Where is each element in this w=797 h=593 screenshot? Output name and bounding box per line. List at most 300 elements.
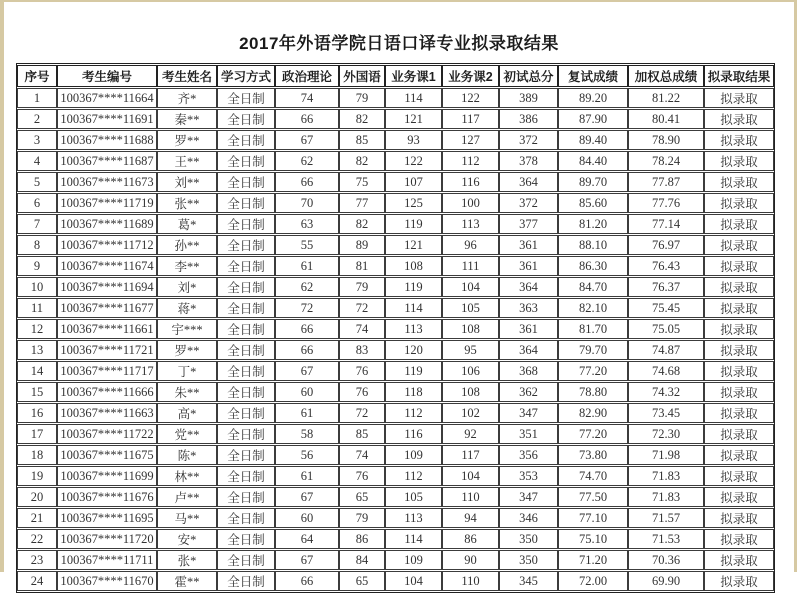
cell-admission-result: 拟录取 bbox=[704, 529, 774, 549]
cell-initial-total: 364 bbox=[499, 340, 558, 360]
table-row bbox=[17, 550, 774, 570]
cell-foreign-language-score: 79 bbox=[339, 508, 385, 528]
cell-weighted-total: 81.22 bbox=[628, 88, 704, 108]
cell-retest-score: 72.00 bbox=[558, 571, 628, 591]
cell-weighted-total: 78.90 bbox=[628, 130, 704, 150]
cell-candidate-name: 霍** bbox=[157, 571, 217, 591]
cell-retest-score: 89.70 bbox=[558, 172, 628, 192]
cell-candidate-name: 齐* bbox=[157, 88, 217, 108]
column-header-retest-score: 复试成绩 bbox=[558, 65, 628, 87]
cell-weighted-total: 74.87 bbox=[628, 340, 704, 360]
cell-study-mode: 全日制 bbox=[217, 298, 275, 318]
cell-weighted-total: 78.24 bbox=[628, 151, 704, 171]
cell-foreign-language-score: 72 bbox=[339, 298, 385, 318]
cell-retest-score: 82.90 bbox=[558, 403, 628, 423]
cell-initial-total: 361 bbox=[499, 319, 558, 339]
cell-weighted-total: 75.45 bbox=[628, 298, 704, 318]
cell-politics-score: 66 bbox=[275, 319, 339, 339]
cell-study-mode: 全日制 bbox=[217, 109, 275, 129]
cell-study-mode: 全日制 bbox=[217, 571, 275, 591]
cell-index: 5 bbox=[17, 172, 57, 192]
cell-initial-total: 353 bbox=[499, 466, 558, 486]
cell-admission-result: 拟录取 bbox=[704, 256, 774, 276]
cell-candidate-name: 刘** bbox=[157, 172, 217, 192]
cell-course1-score: 113 bbox=[385, 319, 442, 339]
cell-candidate-id: 100367****11699 bbox=[57, 466, 157, 486]
cell-candidate-name: 刘* bbox=[157, 277, 217, 297]
cell-course2-score: 105 bbox=[442, 298, 499, 318]
cell-course2-score: 90 bbox=[442, 550, 499, 570]
cell-course1-score: 120 bbox=[385, 340, 442, 360]
cell-index: 21 bbox=[17, 508, 57, 528]
column-header-candidate-id: 考生编号 bbox=[57, 65, 157, 87]
cell-candidate-id: 100367****11666 bbox=[57, 382, 157, 402]
cell-politics-score: 67 bbox=[275, 130, 339, 150]
cell-politics-score: 61 bbox=[275, 403, 339, 423]
cell-weighted-total: 76.37 bbox=[628, 277, 704, 297]
cell-study-mode: 全日制 bbox=[217, 277, 275, 297]
cell-course2-score: 102 bbox=[442, 403, 499, 423]
cell-initial-total: 356 bbox=[499, 445, 558, 465]
cell-study-mode: 全日制 bbox=[217, 214, 275, 234]
column-header-weighted-total: 加权总成绩 bbox=[628, 65, 704, 87]
cell-course2-score: 100 bbox=[442, 193, 499, 213]
cell-index: 17 bbox=[17, 424, 57, 444]
cell-candidate-name: 马** bbox=[157, 508, 217, 528]
cell-candidate-name: 葛* bbox=[157, 214, 217, 234]
cell-weighted-total: 70.36 bbox=[628, 550, 704, 570]
cell-candidate-id: 100367****11688 bbox=[57, 130, 157, 150]
cell-politics-score: 61 bbox=[275, 256, 339, 276]
cell-index: 23 bbox=[17, 550, 57, 570]
cell-course1-score: 112 bbox=[385, 403, 442, 423]
cell-politics-score: 67 bbox=[275, 550, 339, 570]
cell-retest-score: 89.20 bbox=[558, 88, 628, 108]
cell-retest-score: 79.70 bbox=[558, 340, 628, 360]
table-row bbox=[17, 109, 774, 129]
cell-weighted-total: 76.43 bbox=[628, 256, 704, 276]
cell-foreign-language-score: 74 bbox=[339, 319, 385, 339]
column-header-course1-score: 业务课1 bbox=[385, 65, 442, 87]
cell-course1-score: 122 bbox=[385, 151, 442, 171]
cell-candidate-id: 100367****11717 bbox=[57, 361, 157, 381]
cell-candidate-id: 100367****11695 bbox=[57, 508, 157, 528]
cell-index: 12 bbox=[17, 319, 57, 339]
cell-weighted-total: 71.98 bbox=[628, 445, 704, 465]
cell-politics-score: 67 bbox=[275, 487, 339, 507]
cell-politics-score: 62 bbox=[275, 277, 339, 297]
cell-course2-score: 104 bbox=[442, 466, 499, 486]
cell-candidate-id: 100367****11689 bbox=[57, 214, 157, 234]
cell-initial-total: 347 bbox=[499, 487, 558, 507]
cell-index: 20 bbox=[17, 487, 57, 507]
cell-course1-score: 119 bbox=[385, 214, 442, 234]
cell-politics-score: 60 bbox=[275, 508, 339, 528]
cell-index: 7 bbox=[17, 214, 57, 234]
cell-course1-score: 109 bbox=[385, 550, 442, 570]
cell-retest-score: 81.70 bbox=[558, 319, 628, 339]
cell-foreign-language-score: 65 bbox=[339, 571, 385, 591]
cell-candidate-id: 100367****11719 bbox=[57, 193, 157, 213]
cell-index: 9 bbox=[17, 256, 57, 276]
cell-course2-score: 106 bbox=[442, 361, 499, 381]
cell-index: 10 bbox=[17, 277, 57, 297]
column-header-candidate-name: 考生姓名 bbox=[157, 65, 217, 87]
cell-admission-result: 拟录取 bbox=[704, 214, 774, 234]
cell-course2-score: 127 bbox=[442, 130, 499, 150]
cell-initial-total: 347 bbox=[499, 403, 558, 423]
cell-politics-score: 70 bbox=[275, 193, 339, 213]
cell-foreign-language-score: 82 bbox=[339, 214, 385, 234]
cell-weighted-total: 73.45 bbox=[628, 403, 704, 423]
cell-weighted-total: 77.14 bbox=[628, 214, 704, 234]
cell-retest-score: 84.40 bbox=[558, 151, 628, 171]
cell-politics-score: 58 bbox=[275, 424, 339, 444]
cell-index: 13 bbox=[17, 340, 57, 360]
cell-index: 3 bbox=[17, 130, 57, 150]
cell-admission-result: 拟录取 bbox=[704, 508, 774, 528]
cell-retest-score: 82.10 bbox=[558, 298, 628, 318]
cell-weighted-total: 77.76 bbox=[628, 193, 704, 213]
cell-course2-score: 111 bbox=[442, 256, 499, 276]
table-row bbox=[17, 214, 774, 234]
cell-study-mode: 全日制 bbox=[217, 445, 275, 465]
cell-retest-score: 77.50 bbox=[558, 487, 628, 507]
cell-admission-result: 拟录取 bbox=[704, 88, 774, 108]
cell-retest-score: 77.10 bbox=[558, 508, 628, 528]
cell-course1-score: 121 bbox=[385, 235, 442, 255]
cell-retest-score: 88.10 bbox=[558, 235, 628, 255]
cell-course2-score: 117 bbox=[442, 109, 499, 129]
cell-foreign-language-score: 81 bbox=[339, 256, 385, 276]
cell-foreign-language-score: 89 bbox=[339, 235, 385, 255]
results-tbody bbox=[17, 88, 774, 591]
table-row bbox=[17, 172, 774, 192]
cell-candidate-id: 100367****11675 bbox=[57, 445, 157, 465]
cell-index: 14 bbox=[17, 361, 57, 381]
cell-initial-total: 364 bbox=[499, 172, 558, 192]
cell-study-mode: 全日制 bbox=[217, 256, 275, 276]
cell-study-mode: 全日制 bbox=[217, 340, 275, 360]
cell-study-mode: 全日制 bbox=[217, 487, 275, 507]
cell-course2-score: 92 bbox=[442, 424, 499, 444]
cell-politics-score: 56 bbox=[275, 445, 339, 465]
cell-candidate-name: 张* bbox=[157, 550, 217, 570]
cell-candidate-id: 100367****11670 bbox=[57, 571, 157, 591]
table-row bbox=[17, 88, 774, 108]
cell-candidate-id: 100367****11721 bbox=[57, 340, 157, 360]
cell-index: 4 bbox=[17, 151, 57, 171]
cell-candidate-name: 高* bbox=[157, 403, 217, 423]
cell-index: 22 bbox=[17, 529, 57, 549]
cell-course1-score: 114 bbox=[385, 298, 442, 318]
cell-foreign-language-score: 82 bbox=[339, 151, 385, 171]
cell-foreign-language-score: 74 bbox=[339, 445, 385, 465]
table-row bbox=[17, 382, 774, 402]
cell-weighted-total: 72.30 bbox=[628, 424, 704, 444]
cell-course1-score: 93 bbox=[385, 130, 442, 150]
table-row bbox=[17, 445, 774, 465]
cell-candidate-id: 100367****11687 bbox=[57, 151, 157, 171]
table-row bbox=[17, 424, 774, 444]
table-row bbox=[17, 508, 774, 528]
cell-politics-score: 66 bbox=[275, 340, 339, 360]
cell-retest-score: 81.20 bbox=[558, 214, 628, 234]
cell-course1-score: 104 bbox=[385, 571, 442, 591]
cell-course2-score: 110 bbox=[442, 571, 499, 591]
cell-weighted-total: 80.41 bbox=[628, 109, 704, 129]
cell-index: 15 bbox=[17, 382, 57, 402]
cell-admission-result: 拟录取 bbox=[704, 109, 774, 129]
cell-foreign-language-score: 79 bbox=[339, 277, 385, 297]
cell-foreign-language-score: 82 bbox=[339, 109, 385, 129]
cell-initial-total: 361 bbox=[499, 256, 558, 276]
cell-weighted-total: 71.83 bbox=[628, 466, 704, 486]
cell-course2-score: 108 bbox=[442, 319, 499, 339]
table-row bbox=[17, 151, 774, 171]
cell-index: 24 bbox=[17, 571, 57, 591]
cell-index: 11 bbox=[17, 298, 57, 318]
cell-candidate-id: 100367****11673 bbox=[57, 172, 157, 192]
cell-study-mode: 全日制 bbox=[217, 466, 275, 486]
cell-course2-score: 112 bbox=[442, 151, 499, 171]
cell-admission-result: 拟录取 bbox=[704, 151, 774, 171]
column-header-course2-score: 业务课2 bbox=[442, 65, 499, 87]
cell-candidate-name: 丁* bbox=[157, 361, 217, 381]
cell-study-mode: 全日制 bbox=[217, 382, 275, 402]
cell-admission-result: 拟录取 bbox=[704, 235, 774, 255]
cell-politics-score: 63 bbox=[275, 214, 339, 234]
cell-politics-score: 74 bbox=[275, 88, 339, 108]
cell-retest-score: 71.20 bbox=[558, 550, 628, 570]
cell-retest-score: 75.10 bbox=[558, 529, 628, 549]
cell-course1-score: 112 bbox=[385, 466, 442, 486]
cell-candidate-id: 100367****11691 bbox=[57, 109, 157, 129]
cell-study-mode: 全日制 bbox=[217, 235, 275, 255]
cell-course2-score: 113 bbox=[442, 214, 499, 234]
cell-foreign-language-score: 86 bbox=[339, 529, 385, 549]
table-row bbox=[17, 298, 774, 318]
cell-admission-result: 拟录取 bbox=[704, 340, 774, 360]
cell-candidate-id: 100367****11694 bbox=[57, 277, 157, 297]
cell-index: 6 bbox=[17, 193, 57, 213]
table-row bbox=[17, 130, 774, 150]
cell-study-mode: 全日制 bbox=[217, 319, 275, 339]
results-table bbox=[16, 63, 775, 593]
cell-index: 1 bbox=[17, 88, 57, 108]
cell-foreign-language-score: 76 bbox=[339, 466, 385, 486]
cell-course1-score: 116 bbox=[385, 424, 442, 444]
cell-candidate-id: 100367****11711 bbox=[57, 550, 157, 570]
cell-politics-score: 72 bbox=[275, 298, 339, 318]
cell-candidate-id: 100367****11676 bbox=[57, 487, 157, 507]
cell-weighted-total: 76.97 bbox=[628, 235, 704, 255]
cell-retest-score: 77.20 bbox=[558, 424, 628, 444]
cell-retest-score: 74.70 bbox=[558, 466, 628, 486]
cell-course2-score: 116 bbox=[442, 172, 499, 192]
cell-weighted-total: 71.57 bbox=[628, 508, 704, 528]
cell-candidate-id: 100367****11712 bbox=[57, 235, 157, 255]
cell-admission-result: 拟录取 bbox=[704, 277, 774, 297]
cell-initial-total: 363 bbox=[499, 298, 558, 318]
cell-retest-score: 77.20 bbox=[558, 361, 628, 381]
cell-candidate-name: 孙** bbox=[157, 235, 217, 255]
cell-course1-score: 121 bbox=[385, 109, 442, 129]
cell-initial-total: 372 bbox=[499, 193, 558, 213]
table-row bbox=[17, 277, 774, 297]
cell-course2-score: 96 bbox=[442, 235, 499, 255]
cell-politics-score: 66 bbox=[275, 109, 339, 129]
cell-index: 18 bbox=[17, 445, 57, 465]
cell-course1-score: 118 bbox=[385, 382, 442, 402]
column-header-politics-score: 政治理论 bbox=[275, 65, 339, 87]
cell-foreign-language-score: 85 bbox=[339, 424, 385, 444]
cell-foreign-language-score: 72 bbox=[339, 403, 385, 423]
cell-initial-total: 350 bbox=[499, 529, 558, 549]
cell-course2-score: 108 bbox=[442, 382, 499, 402]
cell-index: 16 bbox=[17, 403, 57, 423]
cell-initial-total: 386 bbox=[499, 109, 558, 129]
cell-index: 19 bbox=[17, 466, 57, 486]
cell-study-mode: 全日制 bbox=[217, 403, 275, 423]
cell-candidate-name: 朱** bbox=[157, 382, 217, 402]
cell-admission-result: 拟录取 bbox=[704, 571, 774, 591]
table-row bbox=[17, 529, 774, 549]
cell-initial-total: 368 bbox=[499, 361, 558, 381]
cell-admission-result: 拟录取 bbox=[704, 445, 774, 465]
cell-foreign-language-score: 85 bbox=[339, 130, 385, 150]
cell-admission-result: 拟录取 bbox=[704, 172, 774, 192]
cell-weighted-total: 71.83 bbox=[628, 487, 704, 507]
cell-retest-score: 85.60 bbox=[558, 193, 628, 213]
header-row bbox=[17, 65, 774, 87]
cell-course1-score: 108 bbox=[385, 256, 442, 276]
cell-retest-score: 87.90 bbox=[558, 109, 628, 129]
cell-foreign-language-score: 83 bbox=[339, 340, 385, 360]
cell-course2-score: 117 bbox=[442, 445, 499, 465]
column-header-foreign-language-score: 外国语 bbox=[339, 65, 385, 87]
cell-initial-total: 378 bbox=[499, 151, 558, 171]
cell-candidate-id: 100367****11664 bbox=[57, 88, 157, 108]
cell-course2-score: 110 bbox=[442, 487, 499, 507]
column-header-study-mode: 学习方式 bbox=[217, 65, 275, 87]
table-row bbox=[17, 235, 774, 255]
cell-course1-score: 114 bbox=[385, 529, 442, 549]
cell-initial-total: 377 bbox=[499, 214, 558, 234]
cell-candidate-id: 100367****11722 bbox=[57, 424, 157, 444]
cell-course2-score: 104 bbox=[442, 277, 499, 297]
cell-politics-score: 67 bbox=[275, 361, 339, 381]
cell-retest-score: 86.30 bbox=[558, 256, 628, 276]
cell-admission-result: 拟录取 bbox=[704, 424, 774, 444]
cell-candidate-name: 张** bbox=[157, 193, 217, 213]
cell-admission-result: 拟录取 bbox=[704, 403, 774, 423]
cell-study-mode: 全日制 bbox=[217, 424, 275, 444]
cell-foreign-language-score: 76 bbox=[339, 361, 385, 381]
cell-admission-result: 拟录取 bbox=[704, 298, 774, 318]
cell-course2-score: 94 bbox=[442, 508, 499, 528]
cell-course2-score: 122 bbox=[442, 88, 499, 108]
cell-candidate-name: 卢** bbox=[157, 487, 217, 507]
cell-candidate-name: 李** bbox=[157, 256, 217, 276]
cell-candidate-name: 蒋* bbox=[157, 298, 217, 318]
cell-candidate-id: 100367****11674 bbox=[57, 256, 157, 276]
cell-candidate-name: 安* bbox=[157, 529, 217, 549]
cell-admission-result: 拟录取 bbox=[704, 130, 774, 150]
cell-weighted-total: 74.32 bbox=[628, 382, 704, 402]
cell-candidate-id: 100367****11720 bbox=[57, 529, 157, 549]
cell-course1-score: 105 bbox=[385, 487, 442, 507]
table-row bbox=[17, 256, 774, 276]
cell-candidate-name: 罗** bbox=[157, 130, 217, 150]
table-row bbox=[17, 487, 774, 507]
cell-candidate-name: 罗** bbox=[157, 340, 217, 360]
cell-admission-result: 拟录取 bbox=[704, 319, 774, 339]
cell-admission-result: 拟录取 bbox=[704, 382, 774, 402]
cell-foreign-language-score: 75 bbox=[339, 172, 385, 192]
table-row bbox=[17, 403, 774, 423]
cell-course2-score: 95 bbox=[442, 340, 499, 360]
cell-course1-score: 114 bbox=[385, 88, 442, 108]
column-header-initial-total: 初试总分 bbox=[499, 65, 558, 87]
cell-candidate-name: 王** bbox=[157, 151, 217, 171]
cell-weighted-total: 77.87 bbox=[628, 172, 704, 192]
cell-study-mode: 全日制 bbox=[217, 172, 275, 192]
cell-course1-score: 119 bbox=[385, 361, 442, 381]
cell-politics-score: 60 bbox=[275, 382, 339, 402]
cell-admission-result: 拟录取 bbox=[704, 550, 774, 570]
cell-study-mode: 全日制 bbox=[217, 193, 275, 213]
cell-candidate-id: 100367****11663 bbox=[57, 403, 157, 423]
table-row bbox=[17, 466, 774, 486]
cell-foreign-language-score: 84 bbox=[339, 550, 385, 570]
cell-weighted-total: 69.90 bbox=[628, 571, 704, 591]
cell-course1-score: 125 bbox=[385, 193, 442, 213]
cell-candidate-name: 党** bbox=[157, 424, 217, 444]
cell-initial-total: 350 bbox=[499, 550, 558, 570]
cell-politics-score: 55 bbox=[275, 235, 339, 255]
cell-weighted-total: 75.05 bbox=[628, 319, 704, 339]
table-row bbox=[17, 193, 774, 213]
cell-politics-score: 64 bbox=[275, 529, 339, 549]
cell-candidate-name: 宇*** bbox=[157, 319, 217, 339]
cell-weighted-total: 74.68 bbox=[628, 361, 704, 381]
column-header-index: 序号 bbox=[17, 65, 57, 87]
cell-admission-result: 拟录取 bbox=[704, 466, 774, 486]
cell-candidate-name: 陈* bbox=[157, 445, 217, 465]
cell-initial-total: 346 bbox=[499, 508, 558, 528]
cell-candidate-id: 100367****11661 bbox=[57, 319, 157, 339]
cell-study-mode: 全日制 bbox=[217, 88, 275, 108]
cell-initial-total: 351 bbox=[499, 424, 558, 444]
cell-admission-result: 拟录取 bbox=[704, 361, 774, 381]
cell-foreign-language-score: 65 bbox=[339, 487, 385, 507]
cell-weighted-total: 71.53 bbox=[628, 529, 704, 549]
cell-foreign-language-score: 79 bbox=[339, 88, 385, 108]
cell-course1-score: 113 bbox=[385, 508, 442, 528]
cell-foreign-language-score: 77 bbox=[339, 193, 385, 213]
cell-retest-score: 84.70 bbox=[558, 277, 628, 297]
cell-study-mode: 全日制 bbox=[217, 529, 275, 549]
cell-candidate-name: 秦** bbox=[157, 109, 217, 129]
cell-politics-score: 62 bbox=[275, 151, 339, 171]
cell-politics-score: 61 bbox=[275, 466, 339, 486]
cell-study-mode: 全日制 bbox=[217, 151, 275, 171]
cell-course2-score: 86 bbox=[442, 529, 499, 549]
cell-retest-score: 78.80 bbox=[558, 382, 628, 402]
cell-course1-score: 109 bbox=[385, 445, 442, 465]
cell-initial-total: 364 bbox=[499, 277, 558, 297]
